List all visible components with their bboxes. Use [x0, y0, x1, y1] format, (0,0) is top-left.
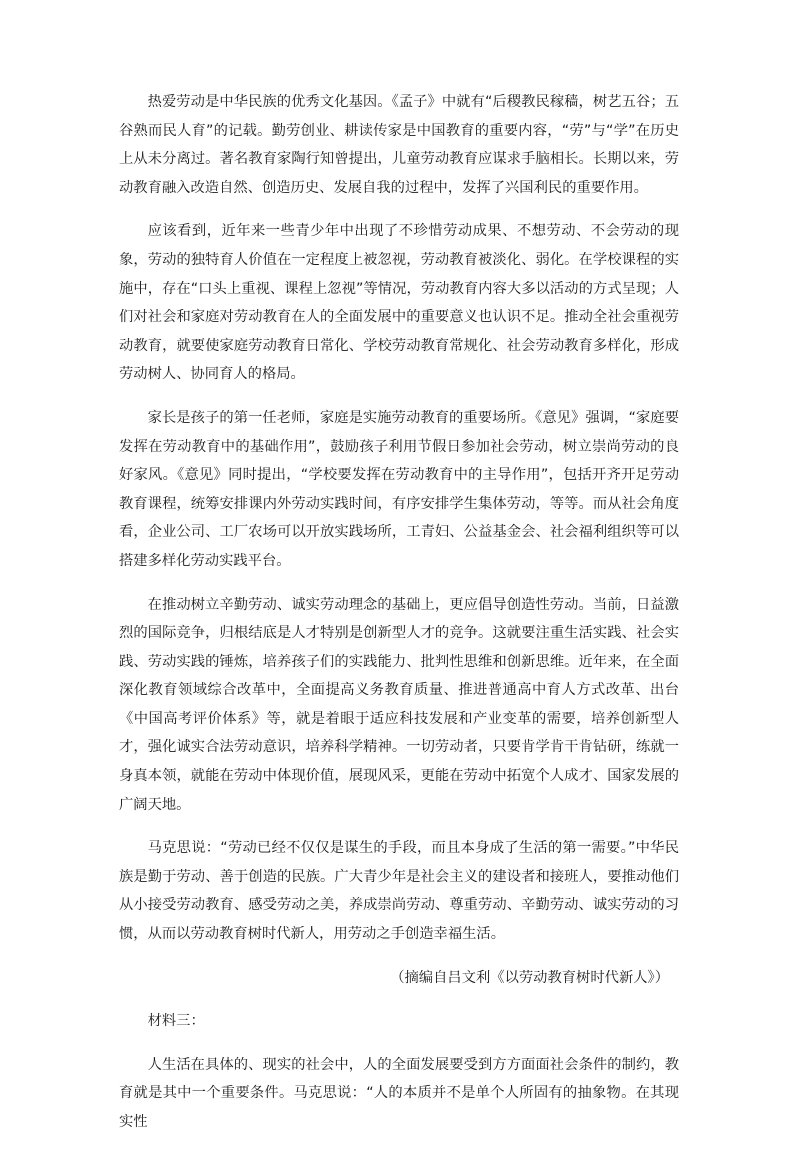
paragraph-labor-neglect: 应该看到，近年来一些青少年中出现了不珍惜劳动成果、不想劳动、不会劳动的现象，劳动的独特育人价值在一定程度上被忽视，劳动教育被淡化、弱化。在学校课程的实施中，存在“口头上重视、课程上忽视”等情况，劳动教育内容大多以活动的方式呈现；人们对社会和家庭对劳动教育在人的全面发展中的重要意义也认识不足。推动全社会重视劳动教育，就要使家庭劳动教育日常化、学校劳动教育常规化、社会劳动教育多样化，形成劳动树人、协同育人的格局。	[119, 223, 679, 383]
paragraph-marx-quote: 马克思说：“劳动已经不仅仅是谋生的手段，而且本身成了生活的第一需要。”中华民族是勤于劳动、善于创造的民族。广大青少年是社会主义的建设者和接班人，要推动他们从小接受劳动教育、感受劳动之美，养成崇尚劳动、尊重劳动、辛勤劳动、诚实劳动的习惯，从而以劳动教育树时代新人，用劳动之手创造幸福生活。	[119, 840, 679, 943]
paragraph-family-school: 家长是孩子的第一任老师，家庭是实施劳动教育的重要场所。《意见》强调，“家庭要发挥在劳动教育中的基础作用”，鼓励孩子利用节假日参加社会劳动，树立崇尚劳动的良好家风。《意见》同时提出，“学校要发挥在劳动教育中的主导作用”，包括开齐开足劳动教育课程，统筹安排课内外劳动实践时间，有序安排学生集体劳动，等等。而从社会角度看，企业公司、工厂农场可以开放实践场所，工青妇、公益基金会、社会福利组织等可以搭建多样化劳动实践平台。	[119, 409, 679, 569]
paragraph-creative-labor: 在推动树立辛勤劳动、诚实劳动理念的基础上，更应倡导创造性劳动。当前，日益激烈的国际竞争，归根结底是人才特别是创新型人才的竞争。这就要注重生活实践、社会实践、劳动实践的锤炼，培养孩子们的实践能力、批判性思维和创新思维。近年来，在全面深化教育领域综合改革中，全面提高义务教育质量、推进普通高中育人方式改革、出台《中国高考评价体系》等，就是着眼于适应科技发展和产业变革的需要，培养创新型人才，强化诚实合法劳动意识，培养科学精神。一切劳动者，只要肯学肯干肯钻研，练就一身真本领，就能在劳动中体现价值，展现风采，更能在劳动中拓宽个人成才、国家发展的广阔天地。	[119, 596, 679, 813]
paragraph-material-three: 人生活在具体的、现实的社会中，人的全面发展要受到方方面面社会条件的制约，教育就是其中一个重要条件。马克思说：“人的本质并不是单个人所固有的抽象物。在其现实性	[119, 1056, 679, 1130]
source-citation: （摘编自吕文利《以劳动教育树时代新人》）	[390, 969, 669, 986]
paragraph-labor-culture: 热爱劳动是中华民族的优秀文化基因。《孟子》中就有“后稷教民稼穑，树艺五谷；五谷熟而民人育”的记载。勤劳创业、耕读传家是中国教育的重要内容，“劳”与“学”在历史上从未分离过。著名教育家陶行知曾提出，儿童劳动教育应谋求手脑相长。长期以来，劳动教育融入改造自然、创造历史、发展自我的过程中，发挥了兴国利民的重要作用。	[119, 94, 679, 196]
document-page	[119, 88, 679, 1152]
section-heading: 材料三：	[147, 1013, 205, 1030]
